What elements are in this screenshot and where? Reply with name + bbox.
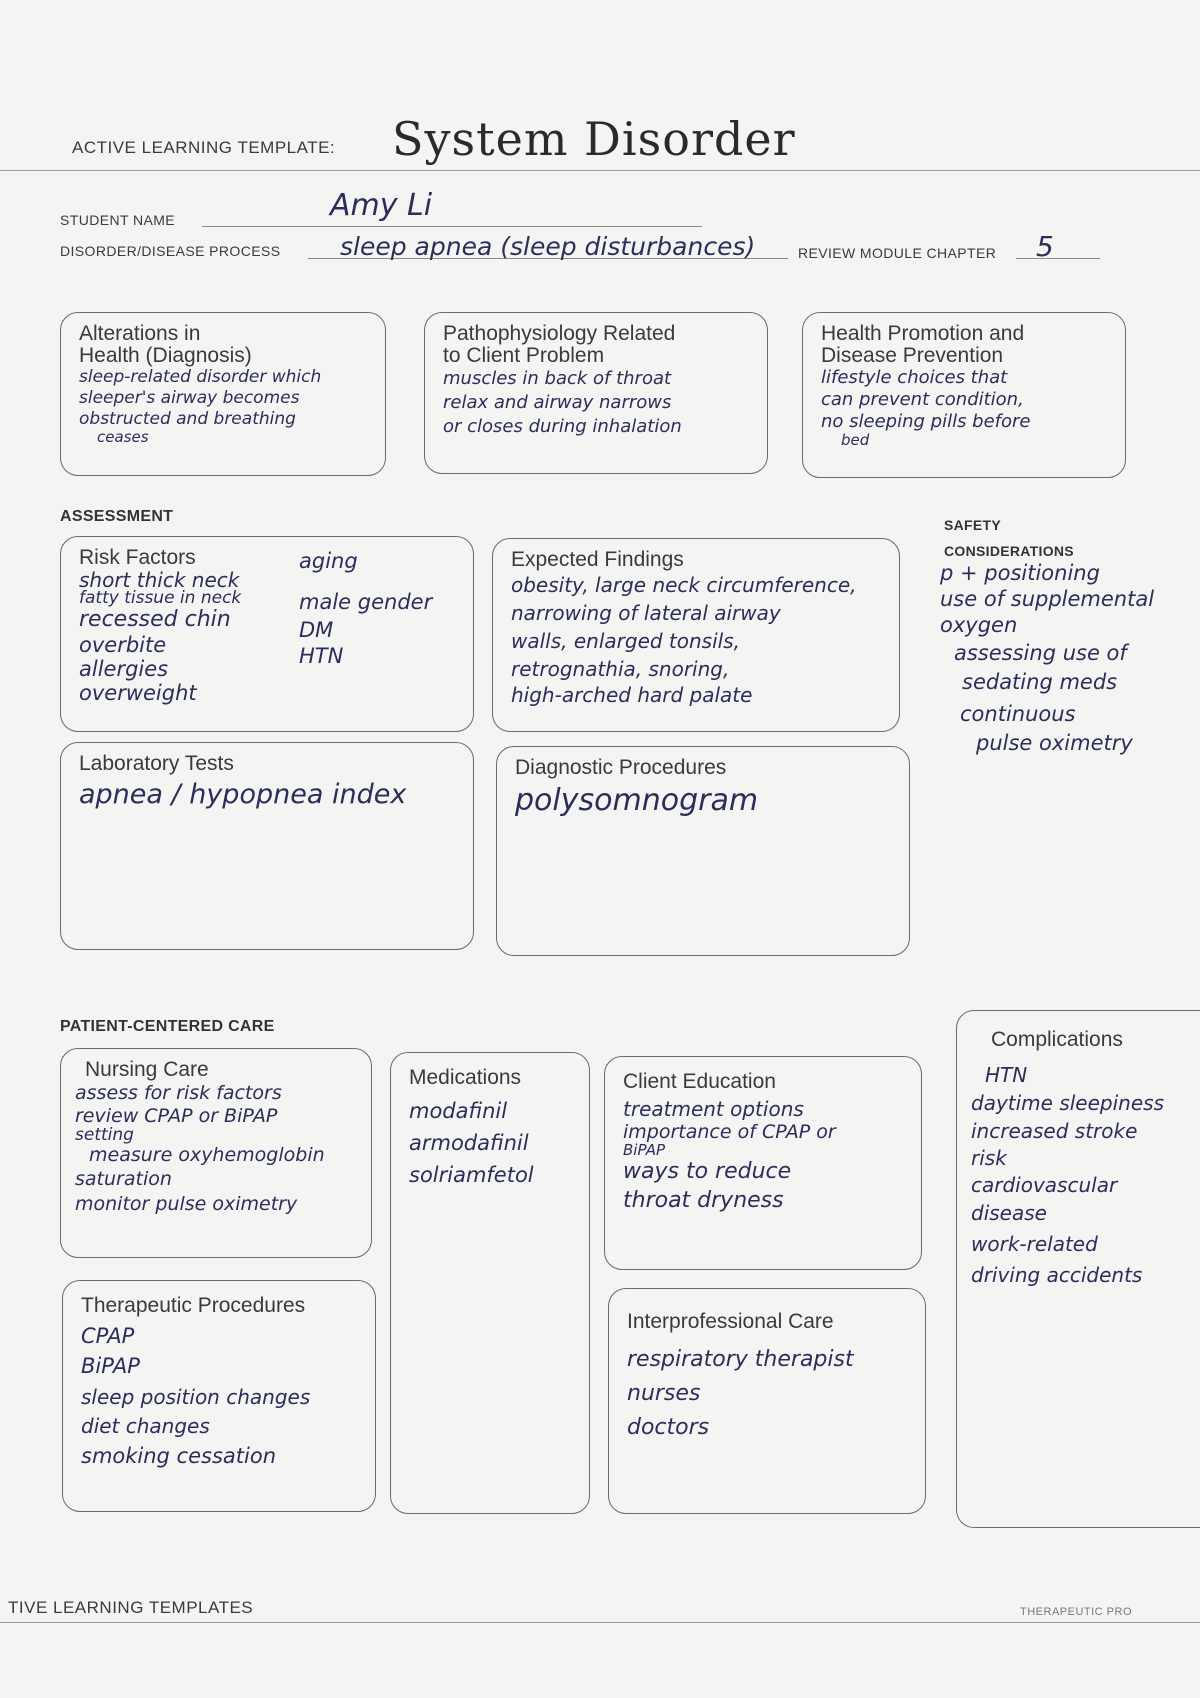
footer-right: THERAPEUTIC PRO (1020, 1606, 1133, 1618)
nursing-care-box (60, 1048, 372, 1258)
expected-findings-text-4: retrognathia, snoring, (511, 657, 730, 681)
list-item: cardiovascular (971, 1173, 1118, 1197)
safety-item: oxygen (940, 613, 1018, 637)
list-item: treatment options (623, 1097, 804, 1121)
list-item: HTN (299, 644, 344, 668)
expected-findings-title: Expected Findings (511, 548, 684, 571)
pathophysiology-text-1: muscles in back of throat (443, 368, 672, 389)
list-item: importance of CPAP or (623, 1121, 836, 1143)
medications-box (390, 1052, 590, 1514)
health-promotion-text-3: no sleeping pills before (821, 411, 1031, 432)
expected-findings-box (492, 538, 900, 732)
list-item: driving accidents (971, 1263, 1143, 1287)
medications-list (409, 1095, 571, 1191)
diagnostic-box (496, 746, 910, 956)
pathophysiology-text-3: or closes during inhalation (443, 416, 682, 437)
lab-tests-title: Laboratory Tests (79, 752, 234, 775)
list-item: aging (299, 549, 358, 573)
diagnostic-title: Diagnostic Procedures (515, 756, 727, 779)
alterations-box (60, 312, 386, 476)
safety-heading-1: SAFETY (944, 517, 1002, 533)
list-item: work-related (971, 1232, 1098, 1256)
list-item: allergies (79, 657, 169, 681)
lab-tests-box (60, 742, 474, 950)
pathophysiology-title-1: Pathophysiology Related (443, 322, 676, 345)
patient-care-heading: PATIENT-CENTERED CARE (60, 1018, 275, 1035)
list-item: monitor pulse oximetry (75, 1193, 298, 1215)
pathophysiology-title-2: to Client Problem (443, 344, 605, 367)
list-item: recessed chin (79, 607, 231, 632)
interprofessional-box (608, 1288, 926, 1514)
risk-factors-title: Risk Factors (79, 546, 196, 569)
list-item: assess for risk factors (75, 1082, 282, 1104)
safety-list (940, 560, 1198, 754)
alterations-text-4: ceases (97, 428, 149, 446)
list-item: DM (299, 618, 334, 642)
health-promotion-text-4: bed (841, 431, 870, 449)
list-item: disease (971, 1201, 1047, 1225)
list-item: respiratory therapist (627, 1347, 854, 1372)
health-promotion-text-1: lifestyle choices that (821, 367, 1008, 388)
list-item: modafinil (409, 1099, 508, 1123)
safety-item: sedating meds (962, 670, 1118, 694)
list-item: BiPAP (623, 1141, 666, 1159)
list-item: HTN (985, 1063, 1028, 1087)
interprofessional-title: Interprofessional Care (627, 1310, 834, 1333)
safety-heading (944, 512, 1074, 564)
therapeutic-title: Therapeutic Procedures (81, 1294, 306, 1317)
risk-factors-col2 (299, 549, 433, 705)
safety-item: use of supplemental (940, 587, 1155, 611)
list-item: risk (971, 1146, 1007, 1170)
alterations-title-2: Health (Diagnosis) (79, 344, 252, 367)
list-item: solriamfetol (409, 1163, 534, 1187)
list-item: short thick neck (79, 568, 240, 592)
list-item: male gender (299, 590, 433, 614)
complications-box (956, 1010, 1200, 1528)
health-promotion-title-1: Health Promotion and (821, 322, 1025, 345)
safety-item: assessing use of (954, 641, 1127, 665)
review-module-value: 5 (1036, 230, 1054, 263)
list-item: CPAP (81, 1324, 135, 1348)
list-item: increased stroke (971, 1119, 1138, 1143)
student-name-line (202, 226, 702, 227)
list-item: setting (75, 1125, 134, 1145)
risk-factors-box (60, 536, 474, 732)
medications-title: Medications (409, 1066, 522, 1089)
nursing-care-list (75, 1081, 357, 1217)
safety-item: pulse oximetry (976, 731, 1133, 755)
alterations-text-2: sleeper's airway becomes (79, 388, 300, 408)
alterations-text-1: sleep-related disorder which (79, 367, 322, 387)
therapeutic-list (81, 1321, 357, 1473)
template-label: ACTIVE LEARNING TEMPLATE: (72, 138, 336, 157)
interprofessional-list (627, 1343, 907, 1445)
list-item: sleep position changes (81, 1385, 311, 1409)
disorder-value: sleep apnea (sleep disturbances) (340, 232, 756, 261)
list-item: ways to reduce (623, 1159, 792, 1184)
list-item: diet changes (81, 1414, 210, 1438)
list-item: armodafinil (409, 1131, 529, 1155)
student-name-value: Amy Li (330, 188, 433, 223)
nursing-care-title: Nursing Care (85, 1058, 209, 1081)
lab-tests-text: apnea / hypopnea index (79, 779, 407, 810)
footer-left: TIVE LEARNING TEMPLATES (8, 1598, 254, 1617)
health-promotion-box (802, 312, 1126, 478)
list-item: throat dryness (623, 1188, 784, 1213)
safety-item: continuous (960, 702, 1076, 726)
footer-divider (0, 1622, 1200, 1623)
list-item: overweight (79, 681, 197, 705)
safety-heading-2: CONSIDERATIONS (944, 543, 1074, 559)
list-item: BiPAP (81, 1354, 140, 1378)
health-promotion-text-2: can prevent condition, (821, 389, 1024, 410)
list-item: overbite (79, 633, 167, 657)
client-education-box (604, 1056, 922, 1270)
header-divider (0, 170, 1200, 171)
client-education-list (623, 1097, 903, 1215)
assessment-heading: ASSESSMENT (60, 508, 174, 525)
list-item: daytime sleepiness (971, 1091, 1164, 1115)
review-module-line (1016, 258, 1100, 259)
student-name-label: STUDENT NAME (60, 212, 175, 228)
list-item: measure oxyhemoglobin (89, 1144, 325, 1166)
risk-factors-col1 (79, 568, 299, 705)
list-item: review CPAP or BiPAP (75, 1105, 278, 1127)
alterations-text-3: obstructed and breathing (79, 409, 296, 429)
safety-item: p + positioning (940, 561, 1100, 585)
list-item: smoking cessation (81, 1444, 276, 1468)
expected-findings-text-3: walls, enlarged tonsils, (511, 629, 740, 653)
alterations-title-1: Alterations in (79, 322, 201, 345)
list-item: fatty tissue in neck (79, 588, 242, 608)
list-item: nurses (627, 1381, 701, 1406)
complications-list (971, 1061, 1186, 1289)
health-promotion-title-2: Disease Prevention (821, 344, 1004, 367)
template-title: System Disorder (392, 112, 796, 166)
list-item: doctors (627, 1415, 710, 1440)
pathophysiology-box (424, 312, 768, 474)
expected-findings-text-2: narrowing of lateral airway (511, 601, 781, 625)
client-education-title: Client Education (623, 1070, 776, 1093)
complications-title: Complications (991, 1028, 1123, 1051)
expected-findings-text-1: obesity, large neck circumference, (511, 573, 857, 597)
diagnostic-text: polysomnogram (515, 783, 759, 818)
pathophysiology-text-2: relax and airway narrows (443, 392, 672, 413)
therapeutic-box (62, 1280, 376, 1512)
expected-findings-text-5: high-arched hard palate (511, 683, 753, 707)
list-item: saturation (75, 1168, 172, 1190)
review-module-label: REVIEW MODULE CHAPTER (798, 245, 997, 261)
disorder-label: DISORDER/DISEASE PROCESS (60, 243, 281, 259)
